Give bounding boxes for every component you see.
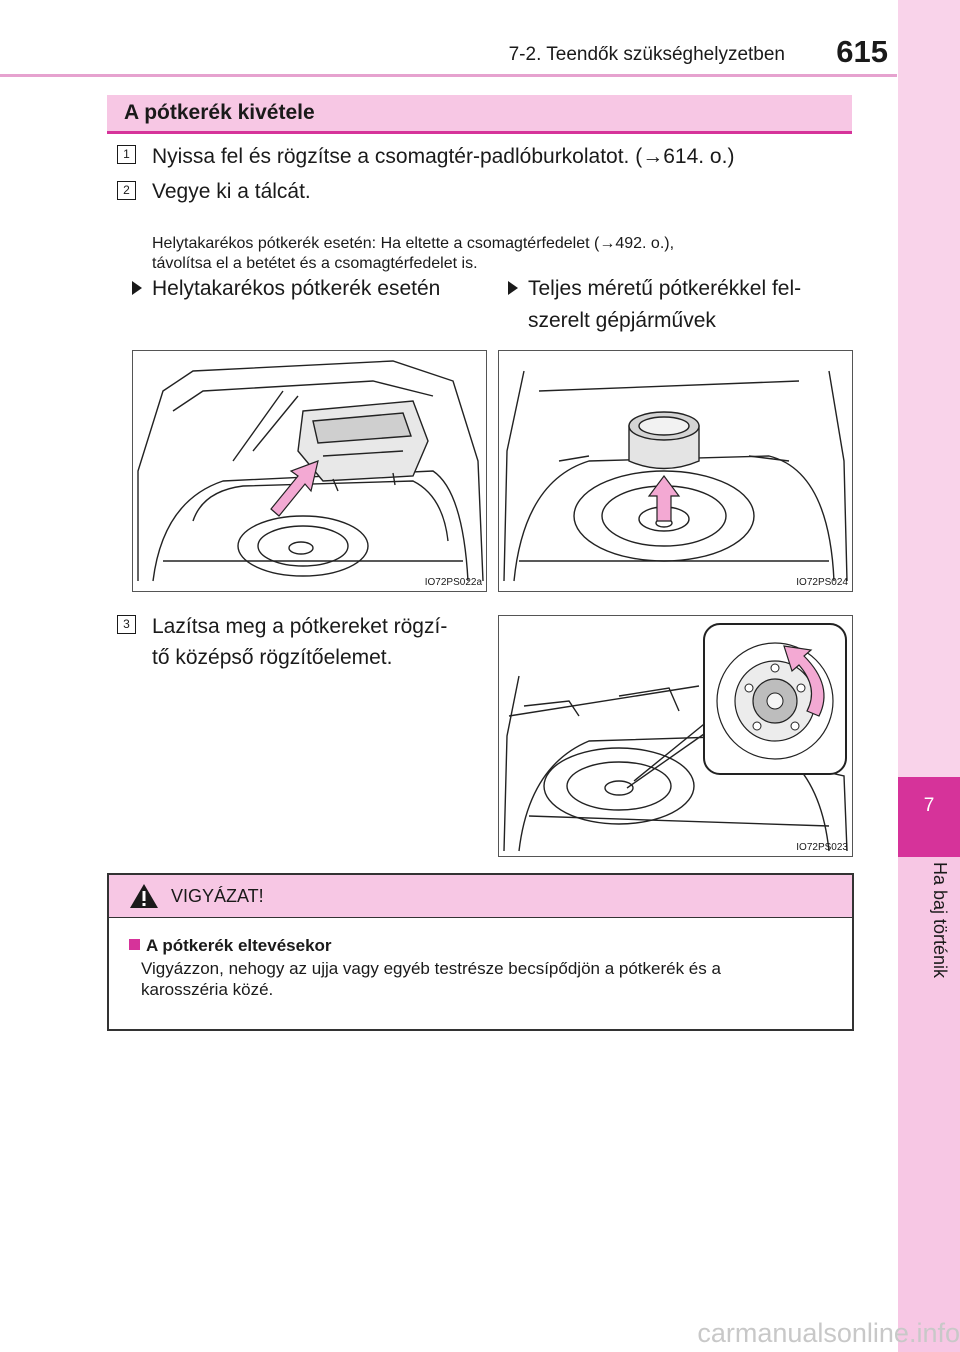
chapter-number: 7 [923, 795, 935, 816]
step-number-3: 3 [117, 615, 136, 634]
detail-inset [704, 624, 846, 774]
caution-body [141, 958, 841, 1000]
caution-subheading [129, 936, 332, 956]
figure-fullsize-spare [498, 350, 853, 592]
step-text-3 [152, 611, 447, 673]
clamp-illustration [499, 616, 852, 856]
caution-header [109, 875, 852, 918]
step-3-line-1: Lazítsa meg a pótkereket rögzí- [152, 615, 448, 638]
variant-label-fullsize-line-2: szerelt gépjárművek [528, 309, 716, 332]
caution-line-2: karosszéria közé. [141, 980, 274, 999]
square-bullet-icon [129, 939, 140, 950]
caution-line-1: Vigyázzon, nehogy az ujja vagy egyéb testrésze becsípődjön a pótkerék és a [141, 959, 721, 978]
trunk-fullsize-illustration [499, 351, 852, 591]
side-tab-upper [898, 0, 960, 777]
chapter-number-box [898, 777, 960, 857]
step-number-2: 2 [117, 181, 136, 200]
figure-loosen-clamp [498, 615, 853, 857]
caution-label: VIGYÁZAT! [171, 886, 264, 906]
up-arrow-icon [649, 476, 679, 521]
header-rule [0, 74, 897, 77]
figure-code-3: IO72PS023 [796, 842, 848, 853]
variant-label-fullsize-line-1: Teljes méretű pótkerékkel fel- [528, 277, 802, 300]
chapter-side-tab [898, 0, 960, 1352]
step-text-2: Vegye ki a tálcát. [152, 180, 311, 203]
header-section-title: 7-2. Teendők szükséghelyzetben [508, 44, 785, 65]
variant-label-fullsize [508, 273, 801, 337]
page-number: 615 [836, 34, 888, 69]
section-title-bar [107, 95, 852, 134]
figure-code-2: IO72PS024 [796, 577, 848, 588]
variant-label-compact-text: Helytakarékos pótkerék esetén [152, 277, 441, 300]
warning-triangle-icon [129, 883, 159, 909]
section-title: A pótkerék kivétele [124, 101, 315, 124]
variant-label-compact [132, 273, 440, 305]
triangle-bullet-icon [508, 281, 518, 295]
figure-code-1: IO72PS022a [424, 577, 482, 588]
step-3-line-2: tő középső rögzítőelemet. [152, 646, 393, 669]
step-text-1: Nyissa fel és rögzítse a csomagtér-padlóburkolatot. (→614. o.) [152, 145, 735, 168]
figure-compact-spare [132, 350, 487, 592]
step-2-note [152, 234, 852, 274]
note-line-2: távolítsa el a betétet és a csomagtérfedelet is. [152, 255, 478, 272]
triangle-bullet-icon [132, 281, 142, 295]
caution-subheading-text: A pótkerék eltevésekor [146, 936, 332, 955]
up-arrow-icon [271, 461, 318, 516]
trunk-illustration [133, 351, 486, 591]
caution-box [107, 873, 854, 1031]
step-number-1: 1 [117, 145, 136, 164]
chapter-title: Ha baj történik [930, 862, 950, 979]
note-line-1: Helytakarékos pótkerék esetén: Ha eltette a csomagtérfedelet (→492. o.), [152, 235, 675, 252]
watermark: carmanualsonline.info [697, 1318, 960, 1348]
